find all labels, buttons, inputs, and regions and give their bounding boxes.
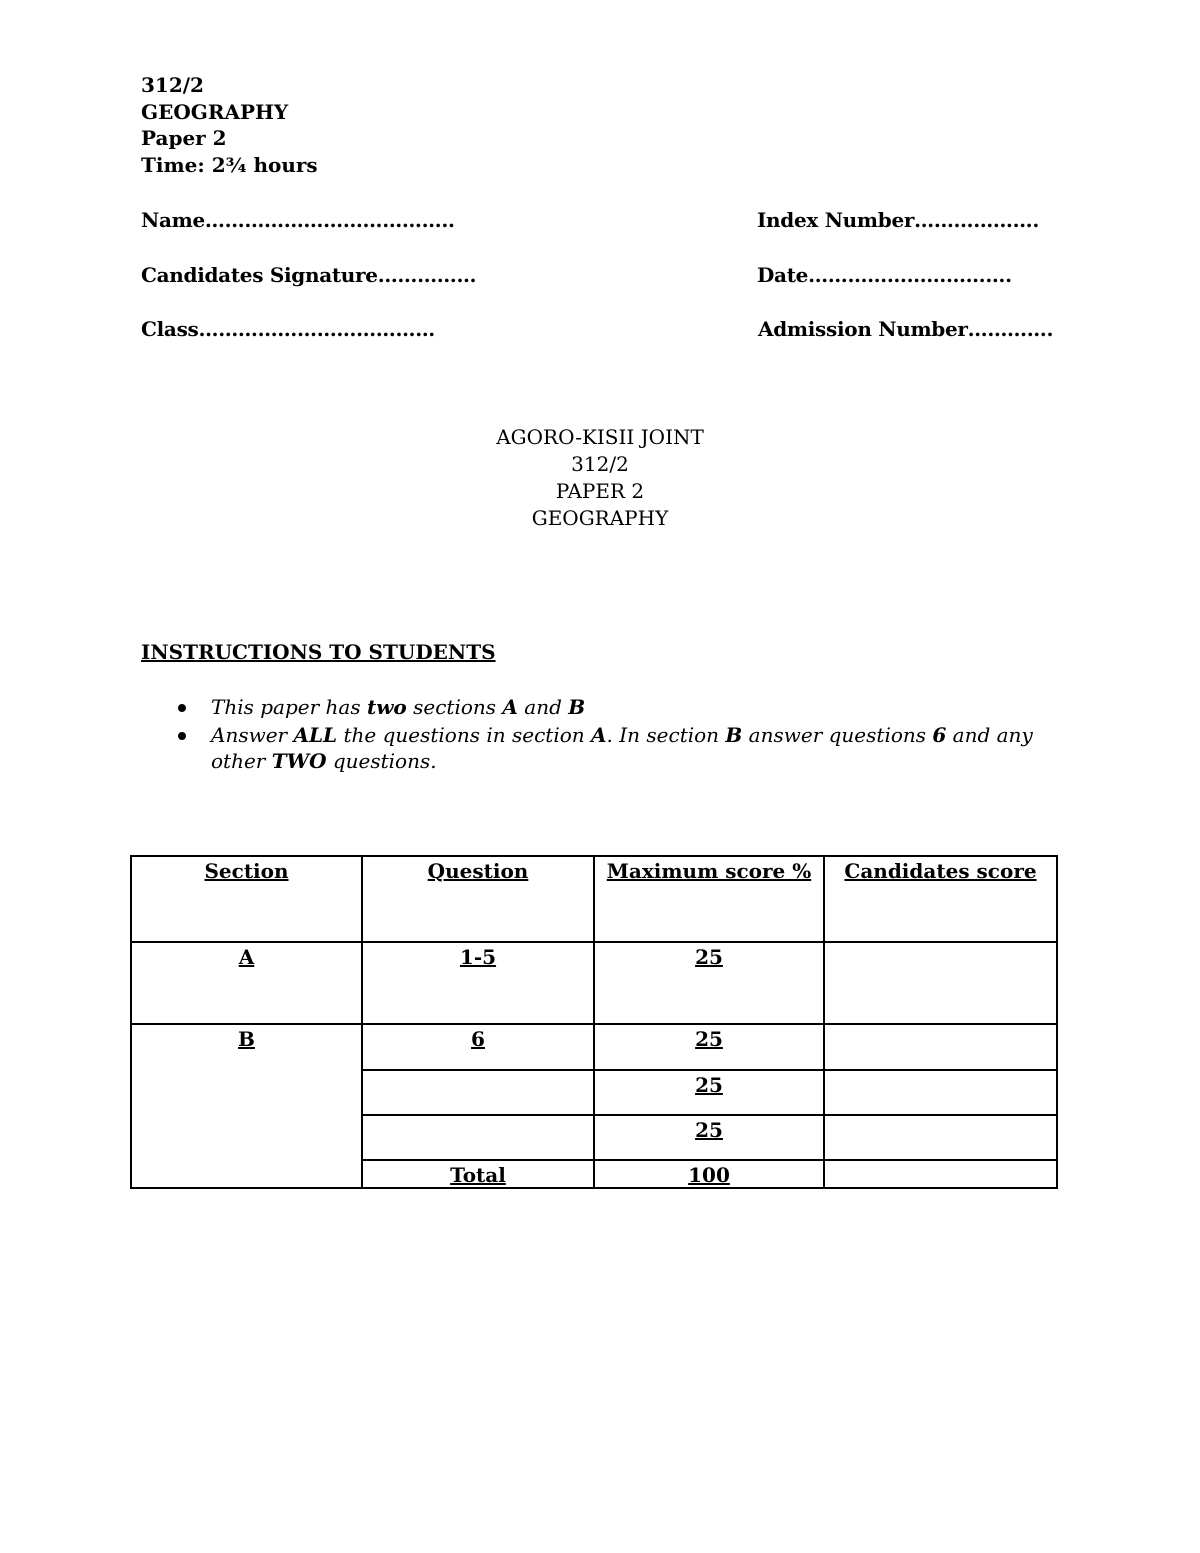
question-cell[interactable] bbox=[362, 1115, 594, 1160]
question-value: 1-5 bbox=[459, 945, 497, 969]
exam-title-line-4: GEOGRAPHY bbox=[531, 506, 669, 530]
question-cell bbox=[362, 1024, 594, 1070]
instruction-item-2 bbox=[141, 722, 1041, 774]
total-max-value: 100 bbox=[688, 1163, 730, 1187]
exam-title bbox=[0, 424, 1200, 532]
bullet-icon bbox=[178, 732, 186, 740]
date-field[interactable]: Date…………………………. bbox=[757, 263, 1012, 287]
paper-number: Paper 2 bbox=[141, 126, 227, 150]
section-value: A bbox=[238, 945, 255, 969]
instruction-emphasis: A bbox=[591, 723, 607, 747]
index-number-field[interactable]: Index Number………………. bbox=[757, 208, 1039, 232]
question-cell[interactable] bbox=[362, 1070, 594, 1115]
instruction-emphasis: B bbox=[568, 695, 586, 719]
instruction-text: answer questions bbox=[742, 723, 933, 747]
header-question-label: Question bbox=[427, 859, 529, 883]
instructions-heading: INSTRUCTIONS TO STUDENTS bbox=[141, 640, 496, 664]
instruction-item-1 bbox=[141, 694, 1041, 720]
max-score-value: 25 bbox=[695, 1073, 723, 1097]
table-row bbox=[131, 942, 1057, 1024]
name-field[interactable]: Name……………………………….. bbox=[141, 208, 455, 232]
max-score-value: 25 bbox=[695, 1118, 723, 1142]
instruction-text: Answer bbox=[211, 723, 294, 747]
instruction-text: questions. bbox=[326, 749, 437, 773]
candidate-score-cell[interactable] bbox=[824, 942, 1057, 1024]
instruction-text: This paper has bbox=[211, 695, 367, 719]
instruction-emphasis: TWO bbox=[271, 749, 327, 773]
score-table bbox=[130, 855, 1058, 1189]
paper-subject: GEOGRAPHY bbox=[141, 99, 289, 124]
paper-code: 312/2 bbox=[141, 73, 204, 97]
section-cell bbox=[131, 942, 362, 1024]
candidate-score-cell[interactable] bbox=[824, 1024, 1057, 1070]
instruction-emphasis: two bbox=[366, 695, 407, 719]
total-label-cell bbox=[362, 1160, 594, 1188]
max-score-cell bbox=[594, 1024, 824, 1070]
section-value: B bbox=[238, 1027, 255, 1051]
class-field[interactable]: Class……………………………… bbox=[141, 317, 435, 341]
instruction-emphasis: ALL bbox=[293, 723, 338, 747]
header-cell bbox=[594, 856, 824, 942]
question-cell bbox=[362, 942, 594, 1024]
instruction-text: and bbox=[517, 695, 569, 719]
instruction-text: sections bbox=[406, 695, 503, 719]
exam-title-line-3: PAPER 2 bbox=[555, 479, 645, 503]
header-section-label: Section bbox=[204, 859, 289, 883]
paper-header bbox=[141, 72, 318, 178]
instruction-text: . In section bbox=[606, 723, 726, 747]
max-score-value: 25 bbox=[695, 945, 723, 969]
header-cell bbox=[131, 856, 362, 942]
instructions-list bbox=[141, 694, 1041, 776]
admission-number-field[interactable]: Admission Number…………. bbox=[758, 317, 1054, 341]
max-score-value: 25 bbox=[695, 1027, 723, 1051]
signature-field[interactable]: Candidates Signature…………… bbox=[141, 263, 477, 287]
section-cell bbox=[131, 1024, 362, 1188]
bullet-icon bbox=[178, 704, 186, 712]
instruction-text: the questions in section bbox=[337, 723, 592, 747]
total-label: Total bbox=[450, 1163, 506, 1187]
instruction-emphasis: 6 bbox=[932, 723, 947, 747]
max-score-cell bbox=[594, 1115, 824, 1160]
instruction-emphasis: B bbox=[725, 723, 743, 747]
paper-time: Time: 2¾ hours bbox=[141, 152, 318, 177]
instruction-emphasis: A bbox=[502, 695, 518, 719]
table-header-row bbox=[131, 856, 1057, 942]
question-value: 6 bbox=[471, 1027, 485, 1051]
instruction-text: and any other bbox=[211, 723, 1033, 773]
max-score-cell bbox=[594, 942, 824, 1024]
exam-title-line-1: AGORO-KISII JOINT bbox=[496, 425, 704, 449]
header-candidate-score-label: Candidates score bbox=[844, 859, 1037, 883]
header-cell bbox=[362, 856, 594, 942]
candidate-score-cell[interactable] bbox=[824, 1115, 1057, 1160]
candidate-score-cell[interactable] bbox=[824, 1070, 1057, 1115]
total-candidate-score-cell[interactable] bbox=[824, 1160, 1057, 1188]
header-cell bbox=[824, 856, 1057, 942]
exam-title-line-2: 312/2 bbox=[571, 452, 629, 476]
max-score-cell bbox=[594, 1070, 824, 1115]
table-row bbox=[131, 1024, 1057, 1070]
total-max-cell bbox=[594, 1160, 824, 1188]
header-max-score-label: Maximum score % bbox=[606, 859, 812, 883]
